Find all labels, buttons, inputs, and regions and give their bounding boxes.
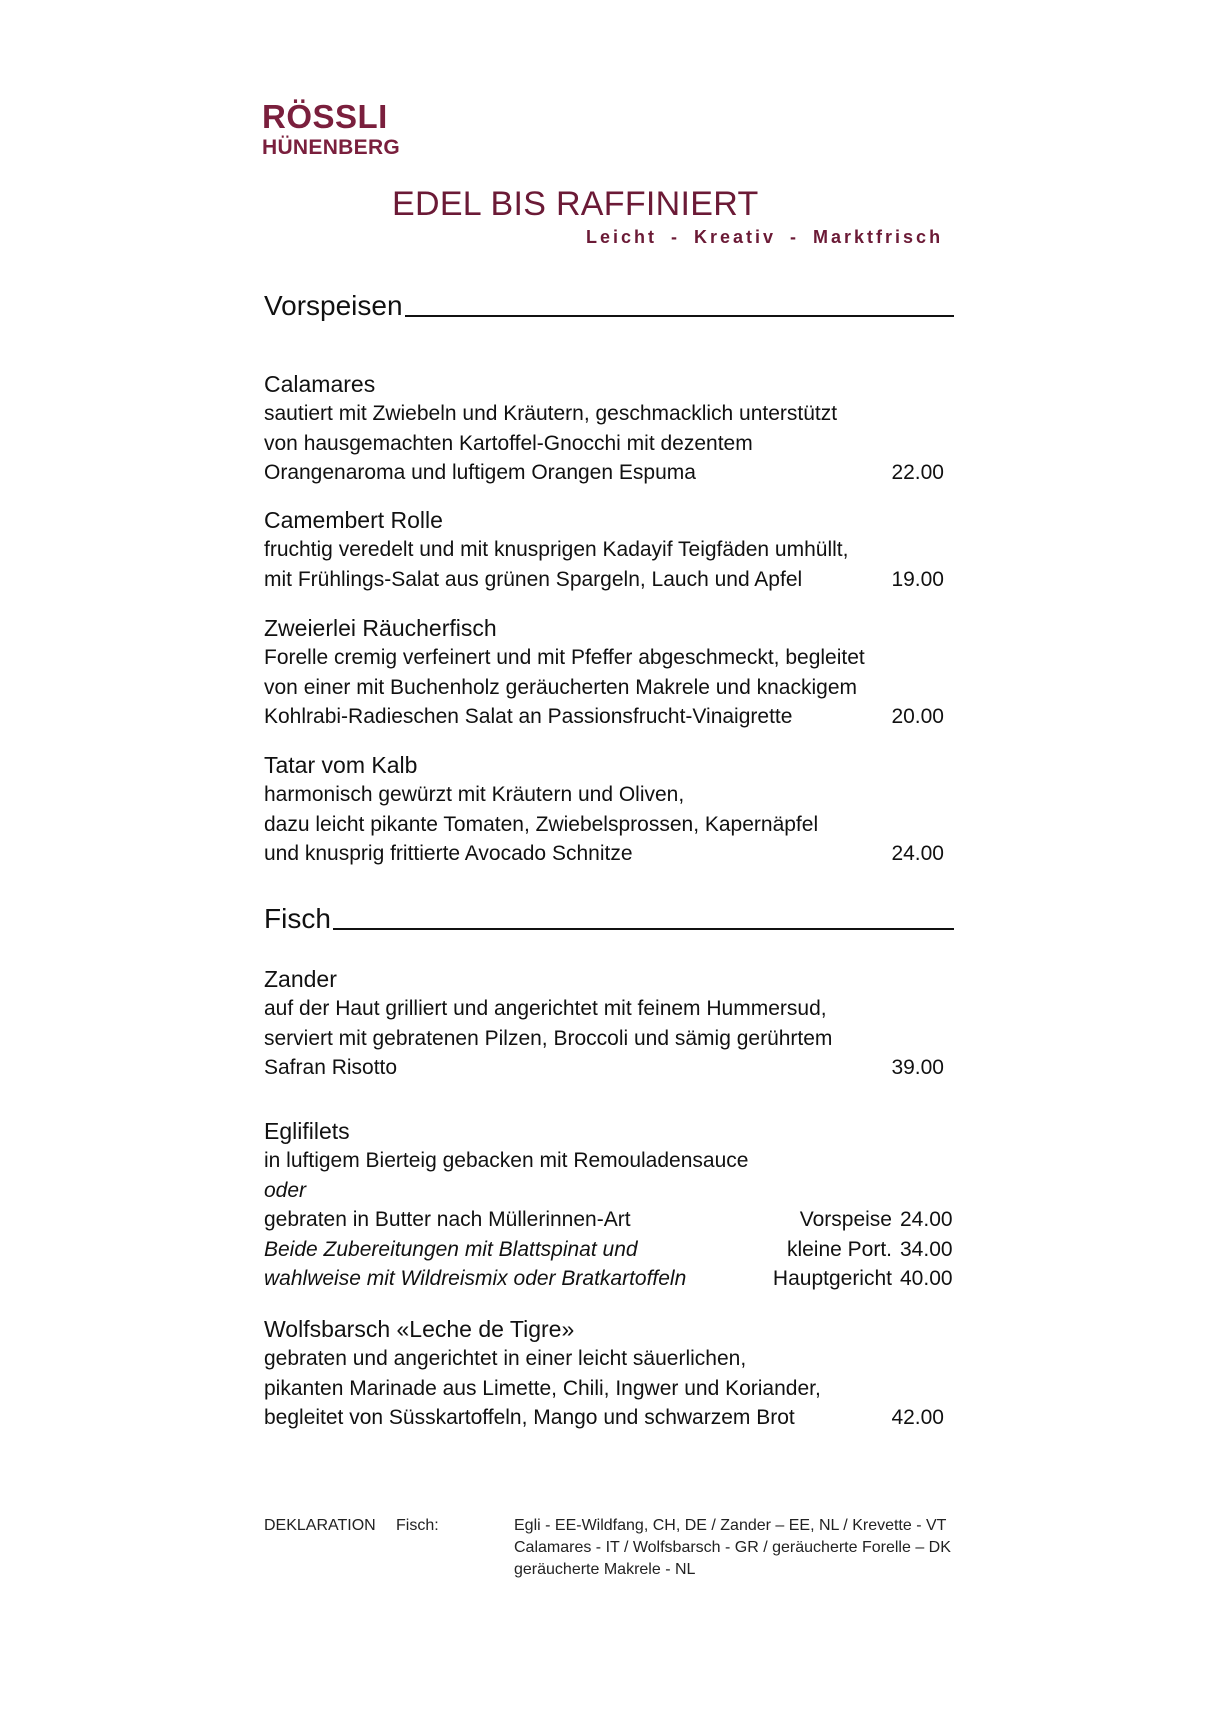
declaration-origins <box>514 1515 951 1581</box>
declaration-label: DEKLARATION <box>264 1517 376 1534</box>
portion-size-label: Hauptgericht <box>772 1267 892 1290</box>
menu-item-camembert-rolle <box>264 505 944 594</box>
item-description-line: dazu leicht pikante Tomaten, Zwiebelsprossen, Kapernäpfel <box>264 812 819 836</box>
portion-size-label: Vorspeise <box>799 1208 892 1231</box>
item-description-line: harmonisch gewürzt mit Kräutern und Oliven, <box>264 783 685 806</box>
item-description-line: von einer mit Buchenholz geräucherten Makrele und knackigem <box>264 675 857 699</box>
section-rule <box>405 315 954 317</box>
item-name: Tatar vom Kalb <box>264 752 418 778</box>
item-name: Calamares <box>264 371 376 397</box>
item-description-line: fruchtig veredelt und mit knusprigen Kadayif Teigfäden umhüllt, <box>264 538 849 561</box>
menu-item-calamares <box>264 369 944 488</box>
menu-item-eglifilets <box>264 1116 964 1294</box>
item-name: Camembert Rolle <box>264 507 443 533</box>
item-price: 20.00 <box>891 705 944 728</box>
menu-item-wolfsbarsch <box>264 1314 944 1433</box>
item-description-line: von hausgemachten Kartoffel-Gnocchi mit dezentem <box>264 431 753 455</box>
item-price: 34.00 <box>900 1237 953 1261</box>
item-description-line: in luftigem Bierteig gebacken mit Remouladensauce <box>264 1149 749 1172</box>
item-description-line: pikanten Marinade aus Limette, Chili, Ingwer und Koriander, <box>264 1376 821 1400</box>
declaration-line: geräucherte Makrele - NL <box>514 1561 696 1578</box>
item-price: 24.00 <box>900 1208 953 1231</box>
item-description-line: Kohlrabi-Radieschen Salat an Passionsfrucht-Vinaigrette 20.00 <box>264 702 944 732</box>
menu-item-zander <box>264 964 944 1083</box>
logo-line-1: RÖSSLI <box>262 98 388 135</box>
item-name: Zweierlei Räucherfisch <box>264 615 497 641</box>
declaration-line: Egli - EE-Wildfang, CH, DE / Zander – EE, NL / Krevette - VT <box>514 1517 947 1534</box>
item-description-line: mit Frühlings-Salat aus grünen Spargeln, Lauch und Apfel 19.00 <box>264 565 944 595</box>
price-option-row: gebraten in Butter nach Müllerinnen-Art Vorspeise 24.00 <box>264 1205 964 1235</box>
item-price: 24.00 <box>891 842 944 865</box>
item-description-line: Orangenaroma und luftigem Orangen Espuma 22.00 <box>264 458 944 488</box>
menu-title: EDEL BIS RAFFINIERT <box>392 185 759 223</box>
declaration-line: Calamares - IT / Wolfsbarsch - GR / geräucherte Forelle – DK <box>514 1539 951 1556</box>
price-option-row: wahlweise mit Wildreismix oder Bratkartoffeln Hauptgericht 40.00 <box>264 1264 964 1294</box>
item-price: 42.00 <box>891 1406 944 1429</box>
item-price: 22.00 <box>891 461 944 484</box>
item-price: 39.00 <box>891 1056 944 1079</box>
section-heading-fisch <box>264 903 954 935</box>
section-title: Vorspeisen <box>264 290 403 321</box>
menu-item-tatar-vom-kalb <box>264 750 944 869</box>
item-description-line: sautiert mit Zwiebeln und Kräutern, geschmacklich unterstützt <box>264 402 838 425</box>
section-heading-vorspeisen <box>264 290 954 322</box>
item-description-line: und knusprig frittierte Avocado Schnitze 24.00 <box>264 839 944 869</box>
item-name: Zander <box>264 966 337 992</box>
logo-line-2: HÜNENBERG <box>262 136 401 159</box>
declaration-category: Fisch: <box>396 1517 439 1534</box>
item-description-line: begleitet von Süsskartoffeln, Mango und schwarzem Brot 42.00 <box>264 1403 944 1433</box>
restaurant-logo <box>262 100 400 158</box>
section-rule <box>333 928 954 930</box>
item-description-line: gebraten und angerichtet in einer leicht säuerlichen, <box>264 1347 747 1370</box>
menu-item-zweierlei-raeucherfisch <box>264 613 944 732</box>
item-name: Wolfsbarsch «Leche de Tigre» <box>264 1316 575 1342</box>
item-description-line: Forelle cremig verfeinert und mit Pfeffer abgeschmeckt, begleitet <box>264 646 865 669</box>
item-description-line: auf der Haut grilliert und angerichtet mit feinem Hummersud, <box>264 997 827 1020</box>
item-price: 19.00 <box>891 567 944 591</box>
portion-size-label: kleine Port. <box>786 1237 892 1261</box>
item-description-line: Safran Risotto 39.00 <box>264 1053 944 1083</box>
menu-subtitle: Leicht - Kreativ - Marktfrisch <box>586 227 944 247</box>
item-price: 40.00 <box>900 1267 953 1290</box>
section-title: Fisch <box>264 903 331 934</box>
item-name: Eglifilets <box>264 1118 350 1144</box>
price-option-row: Beide Zubereitungen mit Blattspinat und kleine Port. 34.00 <box>264 1235 964 1265</box>
item-description-line: serviert mit gebratenen Pilzen, Broccoli und sämig gerührtem <box>264 1026 833 1050</box>
item-oder-label: oder <box>264 1178 307 1202</box>
